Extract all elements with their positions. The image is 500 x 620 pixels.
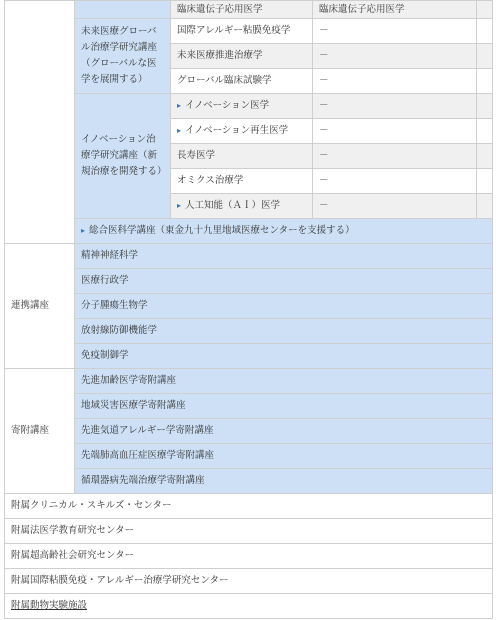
- sogo-label: 総合医科学講座（東金九十九里地域医療センターを支援する）: [89, 225, 355, 236]
- course-name-link[interactable]: [171, 194, 313, 219]
- course-name: 国際アレルギー粘膜免疫学: [171, 19, 313, 44]
- table-row: [5, 219, 493, 244]
- table-row: [5, 469, 493, 494]
- fuzoku-item: 附属クリニカル・スキルズ・センター: [5, 494, 493, 519]
- course-name: 長寿医学: [171, 144, 313, 169]
- course-value: －: [313, 19, 477, 44]
- course-value: －: [313, 169, 477, 194]
- section-label-kifu: 寄附講座: [5, 369, 75, 494]
- empty-cell: [477, 1, 493, 19]
- department-table-wrapper: [4, 0, 492, 619]
- fuzoku-item: 附属国際粘膜免疫・アレルギー治療学研究センター: [5, 569, 493, 594]
- table-row: [5, 369, 493, 394]
- course-value: 臨床遺伝子応用医学: [313, 1, 477, 19]
- empty-cell: [477, 194, 493, 219]
- table-row: [5, 419, 493, 444]
- list-item: 放射線防御機能学: [75, 319, 493, 344]
- list-item: 分子腫瘍生物学: [75, 294, 493, 319]
- course-value: －: [313, 44, 477, 69]
- triangle-right-icon: ▸: [177, 126, 182, 135]
- table-row: [5, 569, 493, 594]
- triangle-right-icon: ▸: [177, 101, 182, 110]
- course-value: －: [313, 69, 477, 94]
- triangle-right-icon: ▸: [177, 201, 182, 210]
- empty-cell: [477, 69, 493, 94]
- list-item: 先端肺高血圧症医療学寄附講座: [75, 444, 493, 469]
- department-table: [4, 0, 493, 619]
- table-row: [5, 494, 493, 519]
- list-item: 医療行政学: [75, 269, 493, 294]
- course-name-text: イノベーション医学: [185, 100, 270, 111]
- course-name-link[interactable]: [171, 94, 313, 119]
- section-label-renkei: 連携講座: [5, 244, 75, 369]
- table-row: [5, 19, 493, 44]
- empty-cell: [75, 1, 171, 19]
- table-row: [5, 394, 493, 419]
- empty-cell: [477, 169, 493, 194]
- list-item: 地域災害医療学寄附講座: [75, 394, 493, 419]
- course-name: 臨床遺伝子応用医学: [171, 1, 313, 19]
- fuzoku-link-animal-facility[interactable]: [5, 594, 493, 619]
- fuzoku-link-text[interactable]: 附属動物実験施設: [11, 600, 88, 611]
- course-name-text: 人工知能（ＡＩ）医学: [185, 200, 281, 211]
- course-name-text: イノベーション再生医学: [185, 125, 289, 136]
- list-item: 精神神経科学: [75, 244, 493, 269]
- course-value: －: [313, 94, 477, 119]
- fuzoku-item: 附属法医学教育研究センター: [5, 519, 493, 544]
- list-item: 先進気道アレルギー学寄附講座: [75, 419, 493, 444]
- table-row: [5, 1, 493, 19]
- fuzoku-item: 附属超高齢社会研究センター: [5, 544, 493, 569]
- empty-cell: [477, 119, 493, 144]
- list-item: 先進加齢医学寄附講座: [75, 369, 493, 394]
- table-row: [5, 94, 493, 119]
- table-row: [5, 594, 493, 619]
- table-row: [5, 519, 493, 544]
- course-value: －: [313, 144, 477, 169]
- list-item: 免疫制御学: [75, 344, 493, 369]
- list-item: 循環器病先端治療学寄附講座: [75, 469, 493, 494]
- course-name-link[interactable]: [171, 119, 313, 144]
- empty-cell: [477, 44, 493, 69]
- table-row: [5, 294, 493, 319]
- table-row: [5, 444, 493, 469]
- table-row: [5, 269, 493, 294]
- sogo-link[interactable]: [75, 219, 493, 244]
- course-value: －: [313, 194, 477, 219]
- course-name: オミクス治療学: [171, 169, 313, 194]
- course-value: －: [313, 119, 477, 144]
- group-label-innovation: イノベーション治療学研究講座（新規治療を開発する）: [75, 94, 171, 219]
- table-row: [5, 344, 493, 369]
- empty-cell: [477, 19, 493, 44]
- triangle-right-icon: ▸: [81, 226, 86, 235]
- table-row: [5, 244, 493, 269]
- course-name: 未来医療推進治療学: [171, 44, 313, 69]
- table-row: [5, 319, 493, 344]
- empty-cell: [477, 94, 493, 119]
- empty-cell: [477, 144, 493, 169]
- group-label-future-global: 未来医療グローバル治療学研究講座（グローバルな医学を展開する）: [75, 19, 171, 94]
- empty-cell: [5, 1, 75, 244]
- table-row: [5, 544, 493, 569]
- course-name: グローバル臨床試験学: [171, 69, 313, 94]
